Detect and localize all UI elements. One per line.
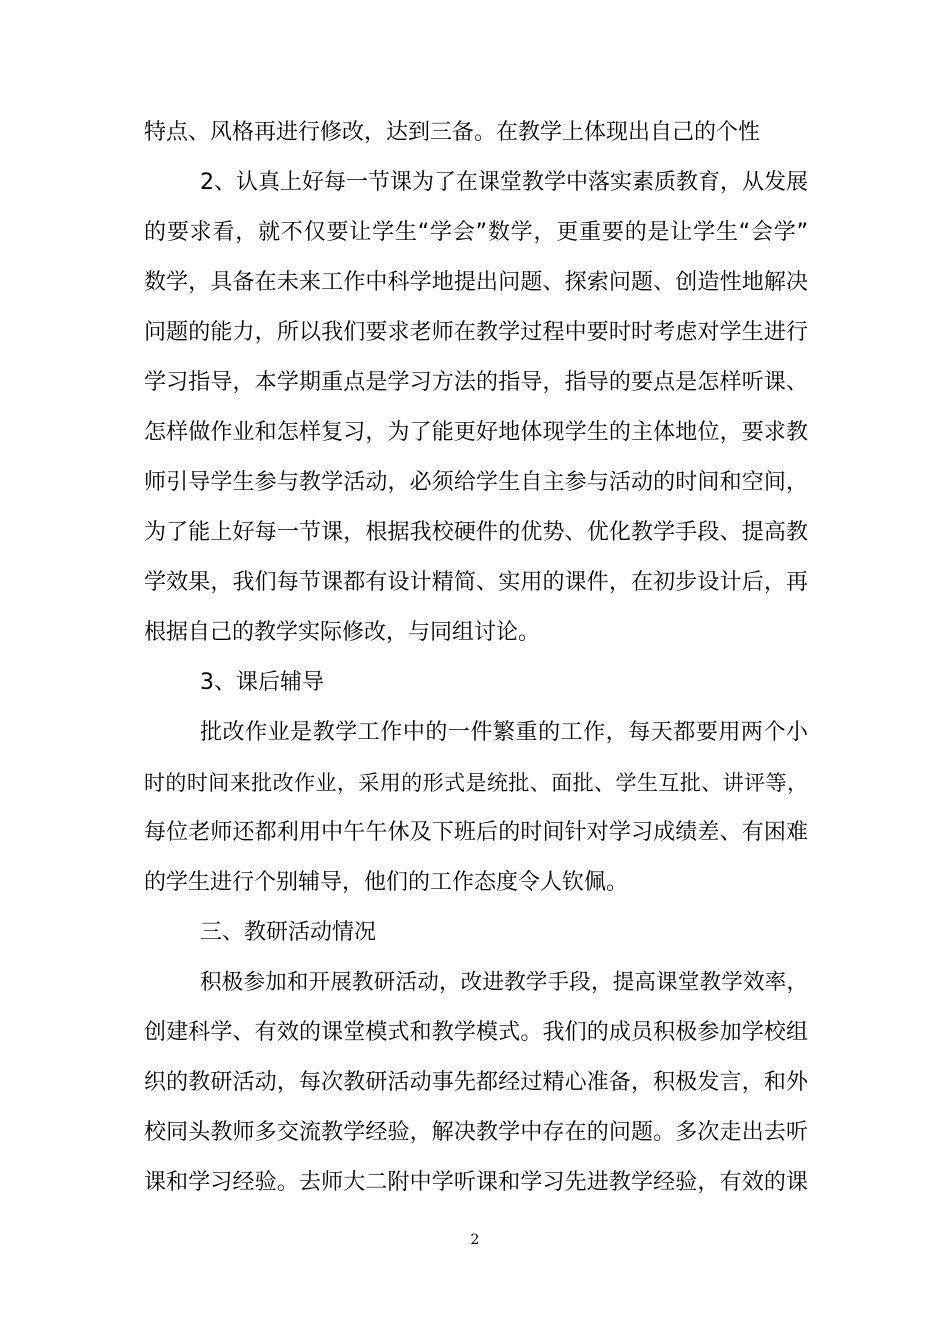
text-line: 织的教研活动，每次教研活动事先都经过精心准备，积极发言，和外 [144, 1070, 808, 1095]
text-line: 创建科学、有效的课堂模式和教学模式。我们的成员积极参加学校组 [144, 1020, 808, 1045]
document-body [144, 108, 808, 1208]
text-line: 校同头教师多交流教学经验，解决教学中存在的问题。多次走出去听 [144, 1120, 808, 1145]
text-line: 为了能上好每一节课，根据我校硬件的优势、优化教学手段、提高教 [144, 520, 808, 545]
text-line: 课和学习经验。去师大二附中学听课和学习先进教学经验，有效的课 [144, 1170, 808, 1195]
text-line: 积极参加和开展教研活动，改进教学手段，提高课堂教学效率， [200, 970, 808, 995]
text-line: 的学生进行个别辅导，他们的工作态度令人钦佩。 [144, 870, 629, 895]
text-line: 批改作业是教学工作中的一件繁重的工作，每天都要用两个小 [200, 720, 808, 745]
text-line: 每位老师还都利用中午午休及下班后的时间针对学习成绩差、有困难 [144, 820, 808, 845]
text-line: 问题的能力，所以我们要求老师在教学过程中要时时考虑对学生进行 [144, 320, 808, 345]
text-line: 2、认真上好每一节课为了在课堂教学中落实素质教育，从发展 [200, 170, 808, 195]
text-line: 时的时间来批改作业，采用的形式是统批、面批、学生互批、讲评等， [144, 771, 808, 795]
text-line: 数学，具备在未来工作中科学地提出问题、探索问题、创造性地解决 [144, 270, 808, 295]
text-line: 怎样做作业和怎样复习，为了能更好地体现学生的主体地位，要求教 [144, 420, 808, 445]
text-line: 特点、风格再进行修改，达到三备。在教学上体现出自己的个性 [144, 120, 761, 145]
text-line: 三、教研活动情况 [200, 920, 377, 945]
text-line: 师引导学生参与教学活动，必须给学生自主参与活动的时间和空间， [144, 470, 808, 495]
text-line: 学习指导，本学期重点是学习方法的指导，指导的要点是怎样听课、 [144, 370, 808, 395]
page-number: 2 [470, 1232, 480, 1248]
text-line: 的要求看，就不仅要让学生“学会”数学，更重要的是让学生“会学” [144, 220, 808, 245]
text-line: 学效果，我们每节课都有设计精简、实用的课件，在初步设计后，再 [144, 570, 808, 595]
text-line: 3、课后辅导 [200, 670, 324, 695]
text-line: 根据自己的教学实际修改，与同组讨论。 [144, 620, 541, 645]
